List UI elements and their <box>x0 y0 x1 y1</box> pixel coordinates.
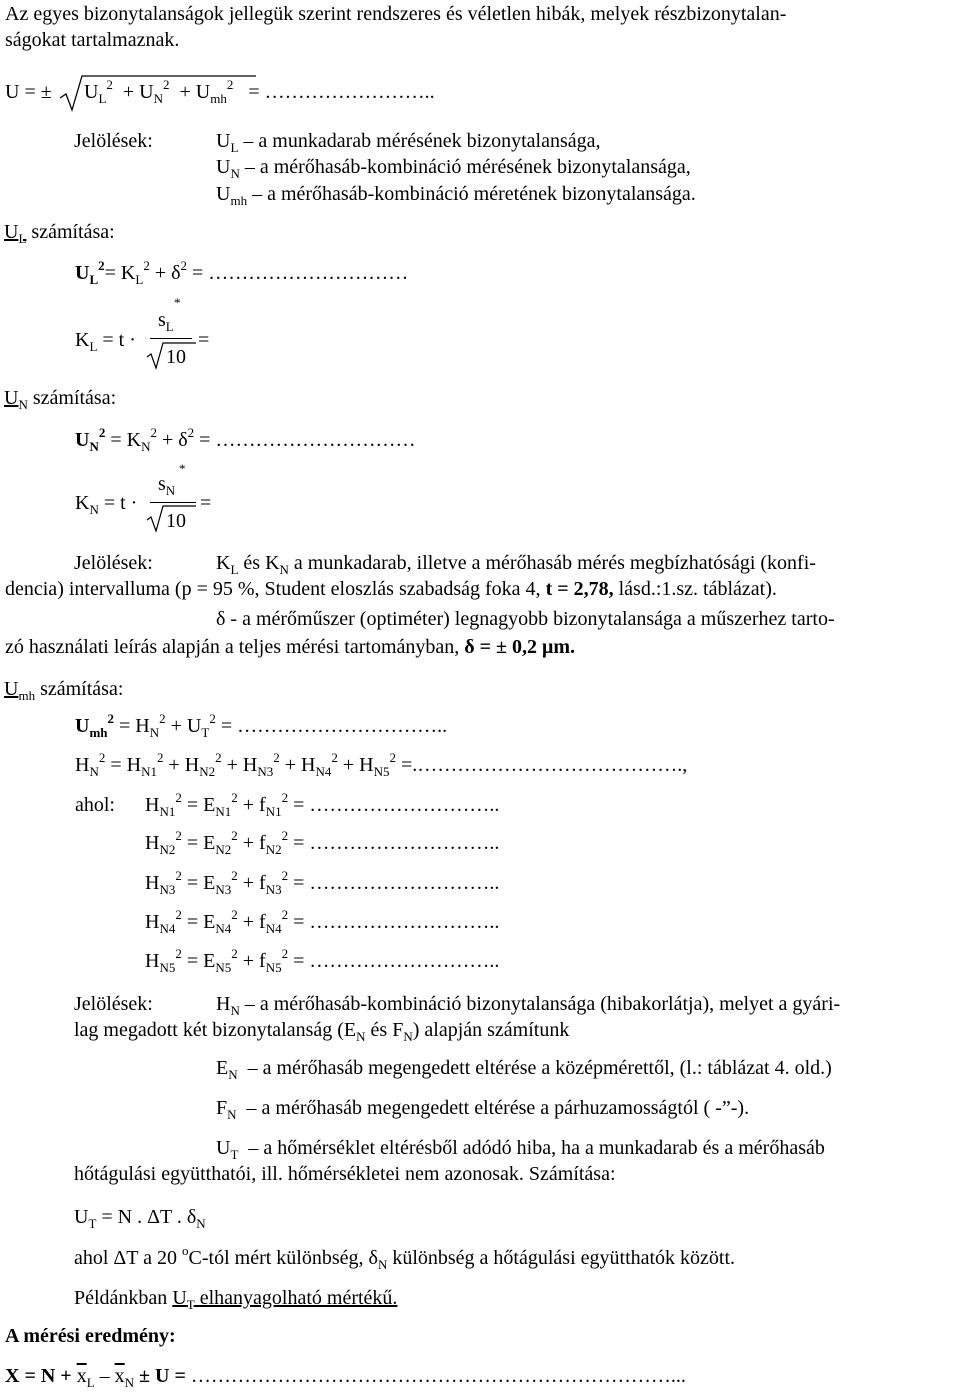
formula-u: U = ± <box>5 81 52 103</box>
hn4-row: $H_{N4}^2 = E_{N4}^2 + f_{N4}^2$ = ……………………….. <box>145 907 500 936</box>
kl-numerator: $s_L$ <box>158 309 174 334</box>
hn2-row: $H_{N2}^2 = E_{N2}^2 + f_{N2}^2$ = ……………………….. <box>145 828 500 857</box>
hn-equation: $H_N^2 = H_{N1}^2 + H_{N2}^2 + H_{N3}^2 + H_{N4}^2 + H_{N5}^2$ =.…………………………………., <box>75 750 688 779</box>
jelolesek-3-hn-line-2: lag megadott két bizonytalanság ($E_N$ és $F_N$) alapján számítunk <box>74 1019 570 1044</box>
jelolesek-2-line-3: δ - a mérőműszer (optiméter) legnagyobb bizonytalansága a műszerhez tarto- <box>216 608 835 630</box>
ul-equation: $U_L^2= K_L^2 + \delta^2$ = ………………………… <box>75 258 409 287</box>
jelolesek-label-2: Jelölések: <box>74 552 153 574</box>
result-heading: A mérési eredmény: <box>5 1325 176 1347</box>
kn-fraction-bar <box>150 502 196 503</box>
ut-formula: $U_T = N$ . ΔT . $\delta_N$ <box>74 1206 206 1231</box>
jelolesek-3-ut-line-2: hőtágulási együtthatói, ill. hőmérsékletei nem azonosak. Számítása: <box>74 1163 616 1185</box>
jelolesek-3-ut: $U_T$ – a hőmérséklet eltérésből adódó hiba, ha a munkadarab és a mérőhasáb <box>216 1137 825 1162</box>
jelolesek-2-line-1: $K_L$ és $K_N$ a munkadarab, illetve a mérőhasáb mérés megbízhatósági (konfi- <box>216 552 816 577</box>
kl-lhs: $K_L = t$ · <box>75 329 136 354</box>
jelolesek-1-row-umh: $U_{mh}$ – a mérőhasáb-kombináció méretének bizonytalansága. <box>216 183 696 208</box>
un-heading: $U_N$ számítása: <box>4 387 117 412</box>
hn1-row: $H_{N1}^2 = E_{N1}^2 + f_{N1}^2$ = ……………………….. <box>145 790 500 819</box>
kl-fraction-bar <box>150 338 192 339</box>
kn-numerator: $s_N$ <box>158 473 176 498</box>
jelolesek-3-en: $E_N$ – a mérőhasáb megengedett eltérése a középmérettől, (l.: táblázat 4. old.) <box>216 1057 832 1082</box>
jelolesek-1-row-un: $U_N$ – a mérőhasáb-kombináció mérésének bizonytalansága, <box>216 156 691 181</box>
kn-rhs: = <box>200 492 212 514</box>
hn3-row: $H_{N3}^2 = E_{N3}^2 + f_{N3}^2$ = ……………………….. <box>145 868 500 897</box>
jelolesek-label-3: Jelölések: <box>74 993 153 1015</box>
intro-line-1: Az egyes bizonytalanságok jellegük szerint rendszeres és véletlen hibák, melyek részbizonytalan- <box>5 3 787 25</box>
jelolesek-label-1: Jelölések: <box>74 130 153 152</box>
un-equation: $U_N^2 = K_N^2 + \delta^2$ = ………………………… <box>75 425 416 454</box>
kl-denominator: 10 <box>166 346 186 368</box>
umh-equation: $U_{mh}^2 = H_N^2 + U_T^2$ = ………………………….. <box>75 711 448 740</box>
umh-heading: $U_{mh}$ számítása: <box>4 678 124 703</box>
kl-rhs: = <box>198 329 210 351</box>
formula-u-terms: $U_L^2 + U_N^2 + U_{mh}^2$ = …………………….. <box>84 77 435 106</box>
ul-heading: $U_L$ számítása: <box>4 221 115 246</box>
jelolesek-2-line-2: dencia) intervalluma (p = 95 %, Student eloszlás szabadság foka 4, t = 2,78, lásd.:1.sz. táblázat). <box>5 578 777 600</box>
jelolesek-1-row-ul: $U_L$ – a munkadarab mérésének bizonytalansága, <box>216 130 601 155</box>
kn-star: * <box>179 461 186 476</box>
ahol-label: ahol: <box>75 794 115 816</box>
peldankban-line: Példánkban $U_T$ elhanyagolható mértékű. <box>74 1287 398 1312</box>
kl-star: * <box>174 295 181 310</box>
kn-lhs: $K_N = t$ · <box>75 492 138 517</box>
jelolesek-3-hn: $H_N$ – a mérőhasáb-kombináció bizonytalansága (hibakorlátja), melyet a gyári- <box>216 993 841 1018</box>
intro-line-2: ságokat tartalmaznak. <box>5 29 180 51</box>
jelolesek-2-line-4: zó használati leírás alapján a teljes mérési tartományban, δ = ± 0,2 μm. <box>5 636 576 658</box>
kn-denominator: 10 <box>166 510 186 532</box>
ahol-line: ahol ΔT a 20 $^o$C-tól mért különbség, $\delta_N$ különbség a hőtágulási együtthatók között. <box>74 1243 736 1272</box>
jelolesek-3-fn: $F_N$ – a mérőhasáb megengedett eltérése a párhuzamosságtól ( -”-). <box>216 1097 750 1122</box>
hn5-row: $H_{N5}^2 = E_{N5}^2 + f_{N5}^2$ = ……………………….. <box>145 946 500 975</box>
result-formula: $X = N + \overline{x}_L - \overline{x}_N \pm U$ = ………………………………………………………………... <box>5 1365 686 1390</box>
